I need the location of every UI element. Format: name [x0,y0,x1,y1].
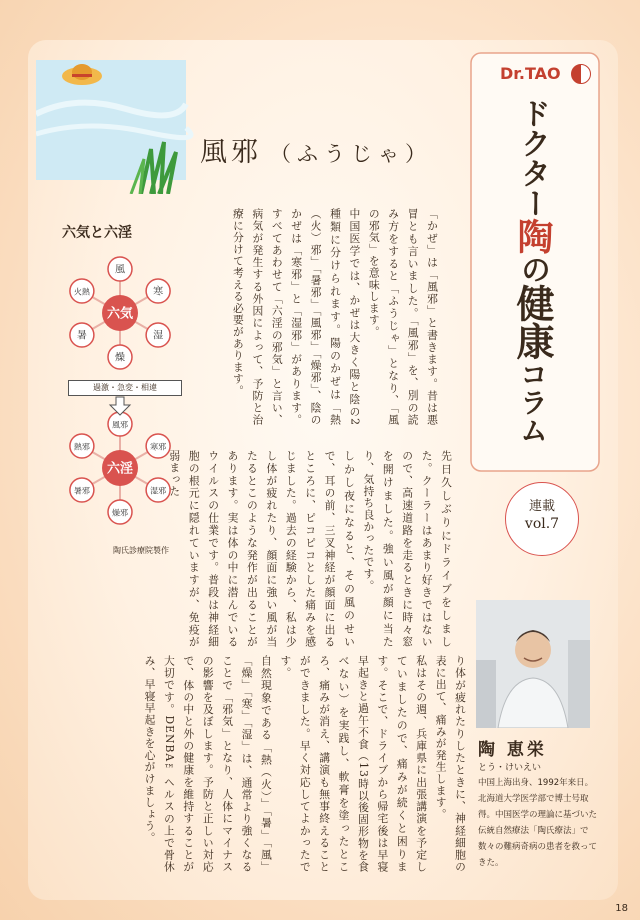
doctor-photo [476,600,590,728]
series-volume: vol.7 [524,516,560,532]
six-qi-center-label: 六気 [106,306,134,322]
article-body-middle [168,450,456,648]
down-arrow-icon [110,397,130,415]
column-title-part: の [515,254,550,284]
paragraph: 先日久しぶりにドライブをしました。クーラーはあまり好きではないので、高速道路を走るときに時々窓を開けました。強い風が顔に当たり、気持ち良かったです。 [362,450,453,648]
topic-kanji: 風邪 [200,137,262,168]
six-excess-node-group [70,412,170,524]
paragraph: しかし夜になると、その風のせいで、耳の前、三叉神経が顔面に出るところに、ピコピコとした痛みを感じました。過去の経験から、私は少し体が疲れたり、顔面に強い風が当たるとこのような発作が出ることがあります。実は体の中に潜んでいるウイルスの仕業です。普段は神経細胞の根元に隠れていますが、免疫が弱まった [168,450,356,648]
six-qi-label: 火熱 [73,287,90,297]
topic-reading: （ふうじゃ） [270,142,432,166]
six-qi-label: 風 [115,264,125,276]
six-excess-label: 寒邪 [150,442,167,452]
column-title-part: ドクター [515,98,550,218]
paragraph: 「かぜ」は「風邪」と書きます。昔は悪冒とも言いました。「風邪」を、別の読み方をすると「ふうじゃ」となり、「風の邪気」を意味します。 [367,208,439,426]
six-excess-center-label: 六淫 [106,461,134,477]
column-title [505,98,560,444]
six-qi-label: 暑 [76,330,87,342]
paragraph: り体が疲れたりしたときに、神経細胞の表に出て、痛みが発生します。 [434,655,467,873]
diagram-title: 六気と六淫 [62,225,132,241]
series-badge [505,482,579,556]
column-title-part: 陶 [512,218,553,254]
six-qi-label: 燥 [115,352,125,364]
brand-text: Dr.TAO [500,64,561,83]
brand-logo [500,64,561,83]
landscape-illustration [36,54,196,194]
article-body-bottom [30,655,470,873]
six-excess-label: 風邪 [112,420,128,430]
yin-yang-icon [571,64,591,84]
doctor-bio: 中国上海出身、1992年来日。北海道大学医学部で博士号取得。中国医学の理論に基づいた伝統自然療法「陶氏療法」で数々の難病奇病の患者を救ってきた。 [478,778,598,868]
paragraph: 自然現象である「熱（火）」「暑」「風」「燥」「寒」「湿」は、通常より強くなることで「邪気」となり、人体にマイナスの影響を及ぼします。予防と正しい対応で、体の中と外の健康を維持することが大切です。DENBA™ヘルスの上で骨休み、早寝早起きを心がけましょう。 [143,655,273,873]
diagram-credit: 陶氏診療院製作 [113,546,169,555]
six-qi-label: 湿 [153,330,164,342]
column-title-part: 健康 [510,284,554,360]
six-excess-label: 燥邪 [112,508,128,518]
transition-label: 過激・急変・相違 [68,380,182,396]
doctor-name-reading: とう・けいえい [478,763,542,773]
page-number: 18 [615,903,628,914]
paragraph: 私はその週、兵庫県に出張講演を予定していましたので、痛みが続くと困ります。そこで、ドライブから帰宅後は早寝早起きと過午不食（13時以後固形物を食べない）を実践し、軟膏を塗ったところ、痛みが消え、講演も無事終えることができました。早く対応してよかったです。 [279,655,429,873]
six-excess-label: 熱邪 [73,442,90,452]
doctor-name: 陶 恵栄 [478,740,547,760]
article-topic-title [200,130,432,169]
column-title-part: コラム [516,360,549,444]
six-excess-label: 暑邪 [73,486,90,496]
six-qi-node-group [70,257,170,369]
series-label: 連載 [528,499,555,514]
six-excess-label: 湿邪 [150,486,167,496]
paragraph: 中国医学では、かぜは大きく陽と陰の2種類に分けられます。陽のかぜは「熱（火）邪」「暑邪」「風邪」「燥邪」、陰のかぜは「寒邪」と「湿邪」があります。すべてあわせて「六淫の邪気」と言い、病気が発生する外因によって、予防と治療に分けて考える必要があります。 [231,208,362,426]
six-qi-diagram [40,245,190,570]
six-qi-label: 寒 [153,286,164,298]
article-body-left-top [178,208,442,426]
